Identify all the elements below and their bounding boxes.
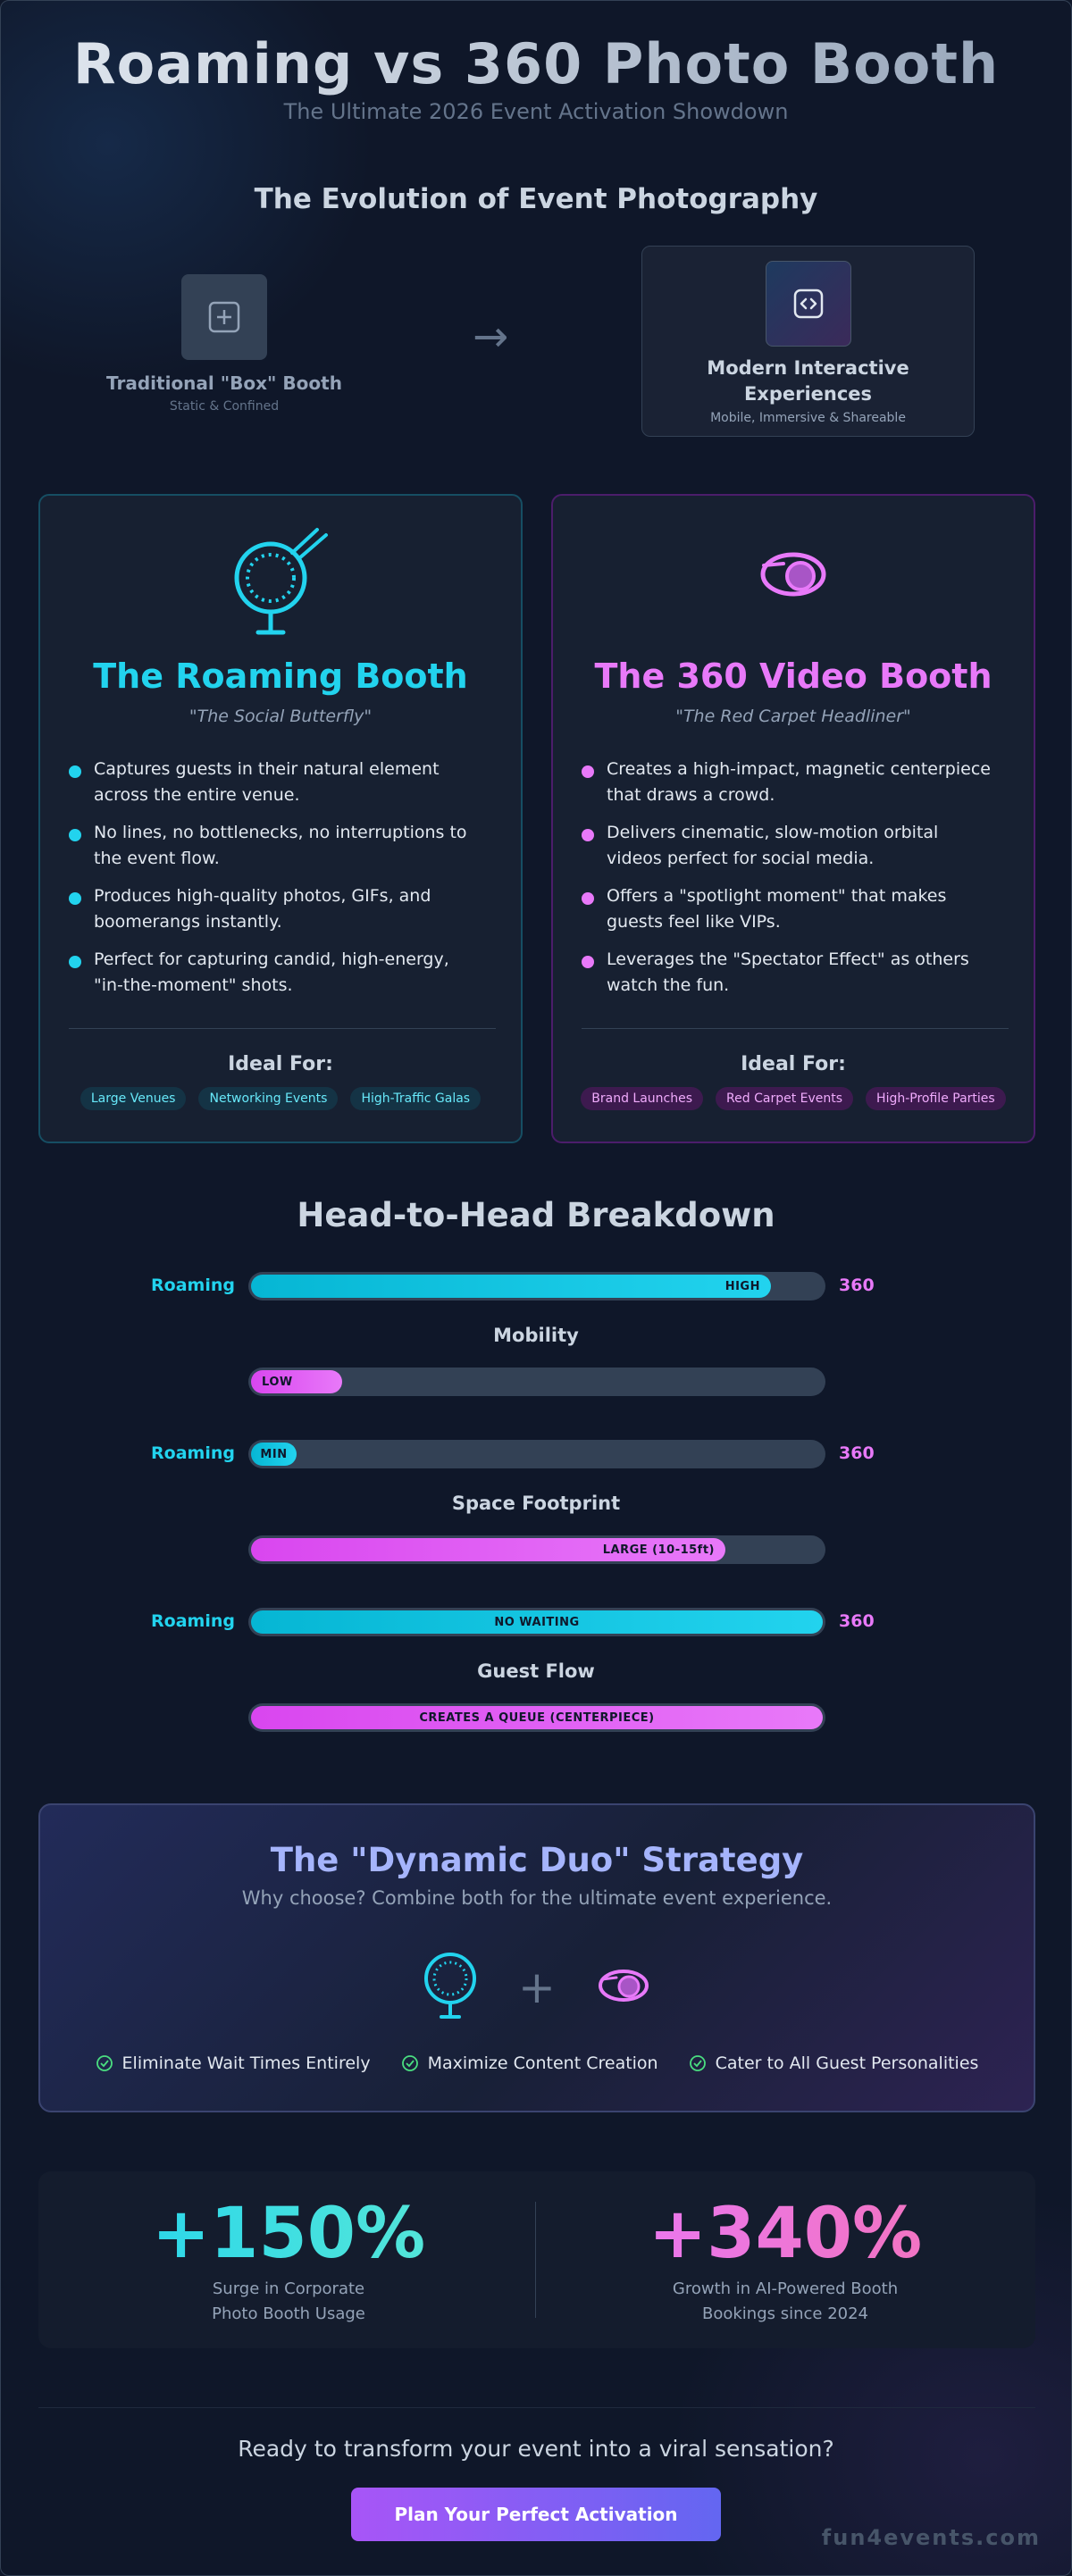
metric-name: Mobility: [493, 1325, 579, 1346]
bullet-text: Leverages the "Spectator Effect" as others watch the fun.: [607, 949, 969, 995]
check-circle-icon: [96, 2054, 113, 2072]
bullet-dot: [69, 765, 81, 778]
bullet-text: Produces high-quality photos, GIFs, and boomerangs instantly.: [94, 886, 431, 932]
roaming-quote: "The Social Butterfly": [188, 707, 373, 726]
stat-ai-bookings: [562, 2196, 1009, 2327]
page-title: Roaming vs 360 Photo Booth: [1, 31, 1071, 96]
plan-activation-button[interactable]: Plan Your Perfect Activation: [351, 2488, 721, 2541]
roaming-label: Roaming: [151, 1443, 235, 1463]
360-label: 360: [839, 1611, 875, 1631]
360-camera-icon: [595, 1963, 652, 2011]
360-bar-value: LOW: [262, 1375, 293, 1389]
stat-label: Growth in AI-Powered Booth Bookings since 2024: [672, 2279, 899, 2323]
bullet-text: Creates a high-impact, magnetic centerpiece that draws a crowd.: [607, 759, 991, 805]
bullet-text: Offers a "spotlight moment" that makes guests feel like VIPs.: [607, 886, 947, 932]
roaming-benefits-list: [69, 757, 480, 1010]
roaming-bar-value: MIN: [260, 1447, 288, 1461]
roaming-label: Roaming: [151, 1611, 235, 1631]
360-tags: [553, 1087, 1034, 1110]
divider: [38, 2407, 1035, 2408]
modern-experiences-card: [641, 246, 975, 437]
tag-high-traffic-galas: High-Traffic Galas: [350, 1087, 481, 1110]
360-bar-track: [248, 1535, 825, 1564]
duo-icons: [40, 1950, 1034, 2025]
stat-value: +340%: [562, 2196, 1009, 2271]
tag-networking-events: Networking Events: [198, 1087, 338, 1110]
bullet-dot: [582, 829, 594, 841]
list-item: [69, 947, 480, 999]
360-camera-icon: [553, 526, 1034, 639]
360-bar-value: CREATES A QUEUE (CENTERPIECE): [419, 1710, 655, 1725]
bullet-dot: [582, 765, 594, 778]
roaming-bar-fill: [251, 1275, 771, 1298]
list-item: [69, 820, 480, 872]
modern-experiences-name: [642, 355, 974, 407]
brand-watermark: fun4events.com: [821, 2525, 1041, 2550]
divider: [535, 2202, 536, 2318]
dynamic-duo-panel: [38, 1803, 1035, 2112]
evolution-title: The Evolution of Event Photography: [254, 183, 818, 215]
tag-red-carpet-events: Red Carpet Events: [716, 1087, 853, 1110]
check-circle-icon: [689, 2054, 707, 2072]
roaming-bar-value: NO WAITING: [494, 1615, 580, 1629]
bullet-dot: [69, 956, 81, 968]
ideal-for-label: Ideal For:: [228, 1053, 333, 1075]
bullet-dot: [69, 829, 81, 841]
list-item: [69, 757, 480, 808]
360-benefits-list: [582, 757, 992, 1010]
roaming-bar-track: [248, 1440, 825, 1468]
benefit-item: [96, 2053, 371, 2073]
plus-square-icon: [181, 274, 267, 360]
list-item: [582, 947, 992, 999]
360-bar-fill: [251, 1370, 342, 1393]
metric-name: Guest Flow: [477, 1660, 595, 1682]
plus-icon: +: [518, 1961, 556, 2013]
duo-subtitle: Why choose? Combine both for the ultimate event experience.: [241, 1887, 833, 1909]
modern-experiences-sub: Mobile, Immersive & Shareable: [710, 411, 906, 425]
benefit-text: Maximize Content Creation: [427, 2053, 658, 2073]
modern-experiences-name-line1: Modern Interactive: [707, 357, 909, 379]
360-bar-fill: [251, 1706, 823, 1729]
bullet-dot: [582, 956, 594, 968]
traditional-booth-sub: Static & Confined: [169, 399, 280, 414]
traditional-booth-name: Traditional "Box" Booth: [106, 372, 342, 394]
duo-title: The "Dynamic Duo" Strategy: [270, 1841, 804, 1879]
roaming-label: Roaming: [151, 1275, 235, 1295]
list-item: [582, 820, 992, 872]
benefit-item: [401, 2053, 658, 2073]
360-title: The 360 Video Booth: [594, 657, 992, 696]
bullet-text: Delivers cinematic, slow-motion orbital videos perfect for social media.: [607, 823, 939, 868]
list-item: [69, 883, 480, 935]
roaming-tags: [40, 1087, 521, 1110]
roaming-bar-fill: [251, 1443, 297, 1466]
check-circle-icon: [401, 2054, 419, 2072]
roaming-bar-track: [248, 1608, 825, 1636]
code-icon: [766, 261, 851, 347]
bullet-dot: [582, 892, 594, 905]
roaming-title: The Roaming Booth: [93, 657, 468, 696]
roaming-mirror-icon: [422, 1950, 479, 2025]
tag-brand-launches: Brand Launches: [581, 1087, 703, 1110]
metric-mobility: [1, 1269, 1071, 1430]
modern-experiences-name-line2: Experiences: [743, 383, 873, 405]
list-item: [582, 757, 992, 808]
roaming-bar-track: [248, 1272, 825, 1301]
roaming-booth-card: [38, 494, 523, 1143]
tag-large-venues: Large Venues: [80, 1087, 187, 1110]
bullet-text: No lines, no bottlenecks, no interruptions to the event flow.: [94, 823, 467, 868]
page-subtitle: The Ultimate 2026 Event Activation Showdown: [283, 99, 789, 124]
benefit-text: Cater to All Guest Personalities: [715, 2053, 979, 2073]
roaming-bar-value: HIGH: [724, 1279, 760, 1293]
traditional-booth: [90, 269, 358, 414]
roaming-mirror-icon: [40, 526, 521, 639]
benefit-item: [689, 2053, 979, 2073]
list-item: [582, 883, 992, 935]
360-booth-card: [551, 494, 1035, 1143]
360-bar-fill: [251, 1538, 725, 1561]
bullet-text: Captures guests in their natural element across the entire venue.: [94, 759, 440, 805]
360-label: 360: [839, 1275, 875, 1295]
360-label: 360: [839, 1443, 875, 1463]
ideal-for-label: Ideal For:: [741, 1053, 846, 1075]
arrow-right-icon: →: [473, 312, 509, 362]
divider: [582, 1028, 1009, 1029]
360-quote: "The Red Carpet Headliner": [675, 707, 911, 726]
360-bar-value: LARGE (10-15ft): [602, 1543, 715, 1557]
bullet-dot: [69, 892, 81, 905]
metric-guest-flow: [1, 1605, 1071, 1766]
stat-corporate-usage: [65, 2196, 512, 2327]
360-bar-track: [248, 1703, 825, 1732]
duo-benefits: [40, 2053, 1034, 2073]
divider: [69, 1028, 496, 1029]
360-bar-track: [248, 1367, 825, 1396]
benefit-text: Eliminate Wait Times Entirely: [121, 2053, 371, 2073]
metric-space-footprint: [1, 1437, 1071, 1598]
tag-high-profile-parties: High-Profile Parties: [866, 1087, 1006, 1110]
h2h-title: Head-to-Head Breakdown: [297, 1196, 775, 1234]
metric-name: Space Footprint: [451, 1493, 621, 1514]
stat-label: Surge in Corporate Photo Booth Usage: [212, 2279, 365, 2323]
stats-panel: [38, 2171, 1035, 2348]
cta-text: Ready to transform your event into a viral sensation?: [238, 2436, 834, 2462]
roaming-bar-fill: [251, 1610, 823, 1634]
stat-value: +150%: [65, 2196, 512, 2271]
bullet-text: Perfect for capturing candid, high-energy, "in-the-moment" shots.: [94, 949, 449, 995]
